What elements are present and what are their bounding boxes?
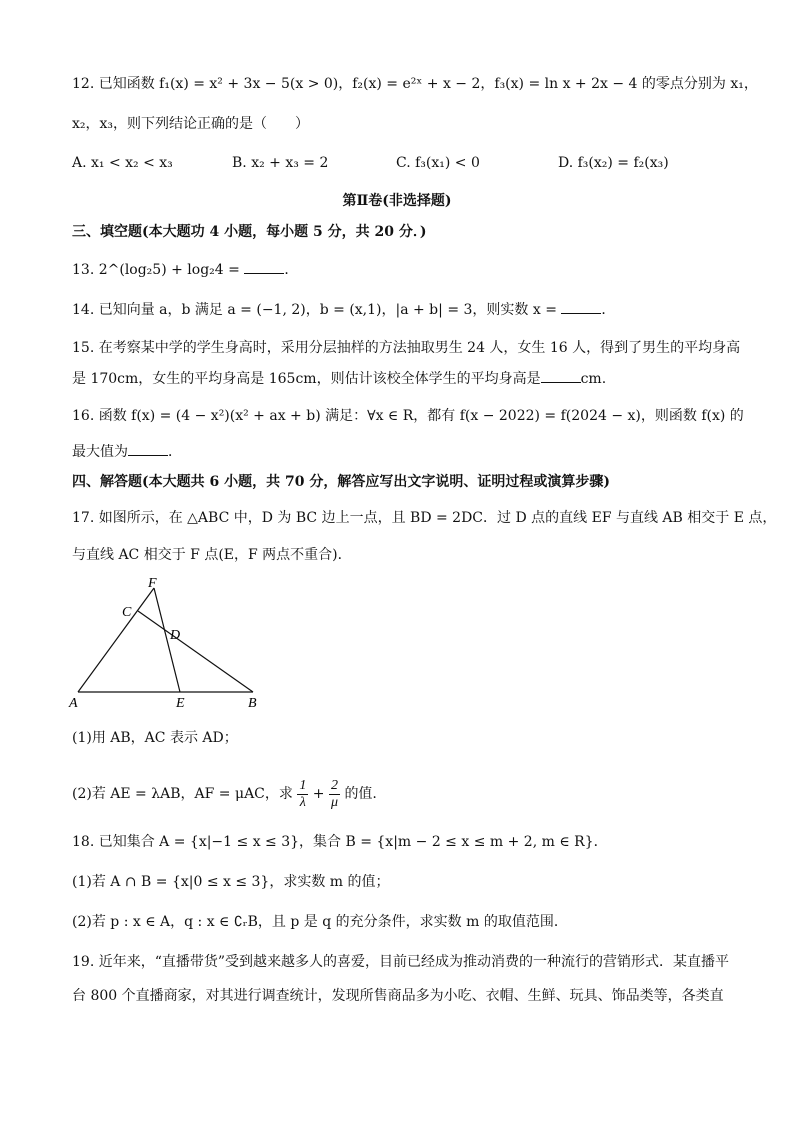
q12-line1: 12. 已知函数 f₁(x) = x² + 3x − 5(x > 0)，f₂(x) = e²ˣ + x − 2，f₃(x) = ln x + 2x − 4 的零点分别为 x₁，	[72, 76, 758, 92]
frac1-numerator: 1	[299, 777, 307, 793]
q17-triangle-figure	[68, 578, 268, 708]
label-f: F	[148, 578, 157, 591]
q12-option-d: D. f₃(x₂) = f₂(x₃)	[558, 155, 669, 171]
q17-sub2-pre: (2)若 AE = λAB，AF = μAC，求	[72, 786, 293, 802]
q13-text: 13. 2^(log₂5) + log₂4 =	[72, 262, 240, 278]
label-a: A	[69, 696, 78, 708]
fraction-2-over-mu	[329, 778, 340, 811]
q15-line2	[72, 369, 606, 389]
q12-line2: x₂，x₃，则下列结论正确的是（ ）	[72, 116, 310, 132]
q12-option-c: C. f₃(x₁) < 0	[396, 155, 480, 171]
frac2-numerator: 2	[330, 777, 338, 793]
q14	[72, 300, 615, 320]
q17-line2: 与直线 AC 相交于 F 点(E，F 两点不重合)．	[72, 547, 352, 563]
label-b: B	[248, 696, 257, 708]
q17-sub1: (1)用 AB，AC 表示 AD；	[72, 730, 238, 746]
q12-option-b: B. x₂ + x₃ = 2	[232, 155, 329, 171]
segment-af	[78, 588, 154, 692]
plus-sign: +	[312, 786, 325, 802]
q16-answer-blank[interactable]	[128, 443, 168, 456]
q16-line2	[72, 442, 182, 462]
q18-line1: 18. 已知集合 A = {x|−1 ≤ x ≤ 3}，集合 B = {x|m − 2 ≤ x ≤ m + 2, m ∈ R}．	[72, 834, 608, 850]
q17-line1: 17. 如图所示，在 △ABC 中，D 为 BC 边上一点，且 BD = 2DC．过 D 点的直线 EF 与直线 AB 相交于 E 点，	[72, 510, 777, 526]
q13-answer-blank[interactable]	[244, 261, 284, 274]
segment-cb	[138, 611, 253, 692]
q18-sub2: (2)若 p : x ∈ A，q : x ∈ ∁ᵣB，且 p 是 q 的充分条件，求实数 m 的取值范围．	[72, 914, 568, 930]
q18-sub1: (1)若 A ∩ B = {x|0 ≤ x ≤ 3}，求实数 m 的值；	[72, 874, 390, 890]
q19-line2: 台 800 个直播商家，对其进行调查统计，发现所售商品多为小吃、衣帽、生鲜、玩具、饰品类等，各类直	[72, 988, 724, 1004]
q15-line2-text: 是 170cm，女生的平均身高是 165cm，则估计该校全体学生的平均身高是	[72, 371, 541, 387]
q15-line1: 15. 在考察某中学的学生身高时，采用分层抽样的方法抽取男生 24 人，女生 16 人，得到了男生的平均身高	[72, 340, 741, 356]
frac2-denominator: μ	[330, 794, 338, 810]
section2-title: 第Ⅱ卷(非选择题)	[342, 193, 452, 209]
part4-title: 四、解答题(本大题共 6 小题，共 70 分，解答应写出文字说明、证明过程或演算步骤)	[72, 474, 610, 490]
q14-end: ．	[601, 302, 616, 318]
label-c: C	[122, 605, 132, 620]
fraction-1-over-lambda	[297, 778, 308, 811]
q13	[72, 260, 298, 280]
q14-answer-blank[interactable]	[561, 301, 601, 314]
q14-text: 14. 已知向量 a，b 满足 a = (−1, 2)，b = (x,1)，|a + b| = 3，则实数 x =	[72, 302, 557, 318]
q19-line1: 19. 近年来，“直播带货”受到越来越多人的喜爱，目前已经成为推动消费的一种流行的营销形式．某直播平	[72, 954, 730, 970]
label-e: E	[176, 696, 185, 708]
q16-line1: 16. 函数 f(x) = (4 − x²)(x² + ax + b) 满足：∀x ∈ R，都有 f(x − 2022) = f(2024 − x)，则函数 f(x) 的	[72, 408, 744, 424]
q15-answer-blank[interactable]	[541, 370, 581, 383]
q12-option-a: A. x₁ < x₂ < x₃	[72, 155, 173, 171]
q17-sub2-post: 的值.	[344, 786, 377, 802]
part3-title: 三、填空题(本大题功 4 小题，每小题 5 分，共 20 分．)	[72, 224, 427, 240]
q16-line2-end: ．	[168, 444, 182, 460]
q16-line2-text: 最大值为	[72, 444, 128, 460]
q13-end: ．	[284, 262, 299, 278]
frac1-denominator: λ	[299, 794, 306, 810]
label-d: D	[170, 628, 181, 643]
q17-sub2	[72, 776, 377, 812]
q15-line2-end: cm.	[580, 371, 607, 387]
